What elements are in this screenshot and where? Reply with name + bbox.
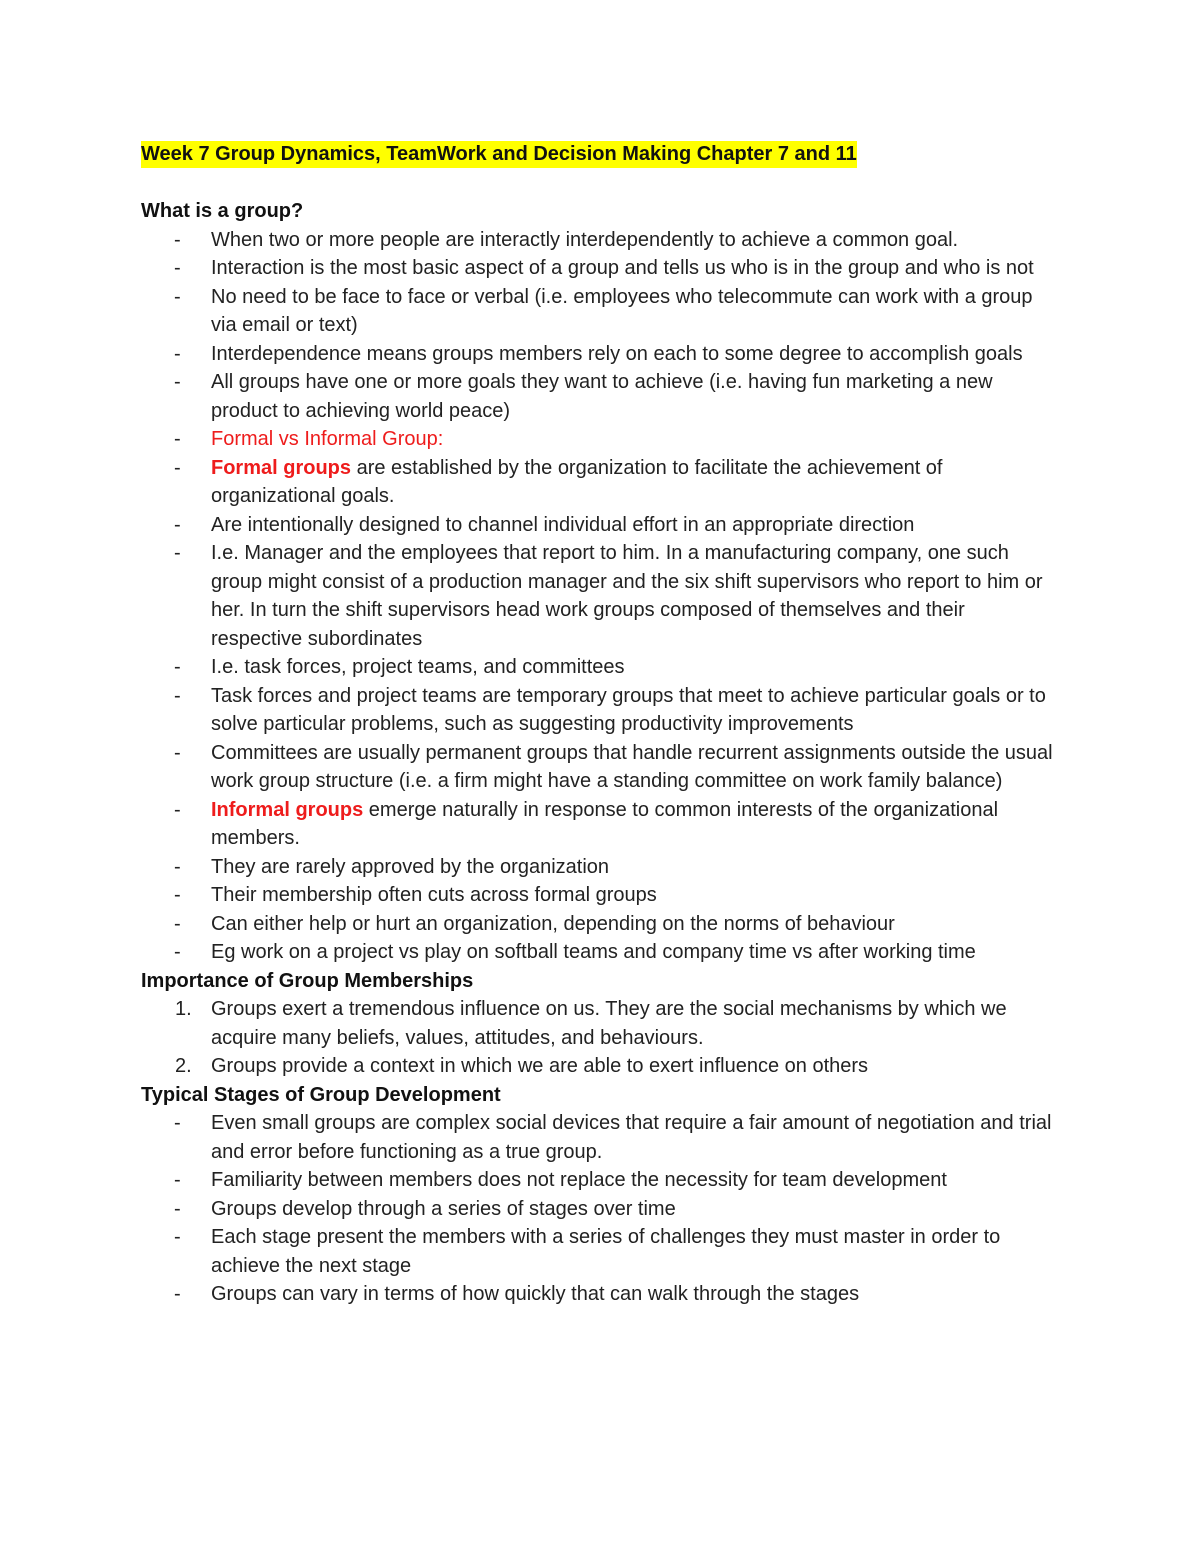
term-formal-groups: Formal groups [211, 456, 352, 479]
subheading-formal-vs-informal: Formal vs Informal Group: [211, 428, 444, 450]
dash-marker: - [174, 1112, 181, 1134]
dash-marker: - [174, 342, 181, 365]
section-heading: Typical Stages of Group Development [141, 1083, 501, 1106]
dash-marker: - [174, 656, 181, 678]
list-item: - Even small groups are complex social devices that require a fair amount of negotiation and trial and error before functioning as a true group. [141, 1109, 1056, 1166]
number-marker: 1. [175, 998, 192, 1020]
dash-marker: - [174, 371, 181, 393]
dash-marker: - [174, 513, 181, 536]
list-item: - Interdependence means groups members rely on each to some degree to accomplish goals [141, 340, 1056, 369]
dash-marker: - [174, 912, 181, 935]
dash-marker: - [174, 257, 181, 279]
numbered-list [141, 995, 1100, 1081]
list-item: - Task forces and project teams are temporary groups that meet to achieve particular goals or to solve particular problems, such as suggesting productivity improvements [141, 682, 1056, 739]
dash-marker: - [174, 1197, 181, 1220]
section-heading: What is a group? [141, 200, 304, 222]
section-heading: Importance of Group Memberships [141, 969, 474, 992]
section-what-is-a-group [141, 197, 1100, 967]
list-item: - Eg work on a project vs play on softball teams and company time vs after working time [141, 938, 1056, 967]
list-item: - Their membership often cuts across formal groups [141, 881, 1056, 910]
list-item: - Groups can vary in terms of how quickly that can walk through the stages [141, 1280, 1056, 1309]
list-item: - Groups develop through a series of stages over time [141, 1195, 1056, 1224]
dash-marker: - [174, 1169, 181, 1191]
dash-marker: - [174, 855, 181, 878]
list-item: - Informal groups emerge naturally in response to common interests of the organizational members. [141, 796, 1056, 853]
dash-marker: - [174, 684, 181, 707]
list-item: - Are intentionally designed to channel individual effort in an appropriate direction [141, 511, 1056, 540]
list-item: - Committees are usually permanent groups that handle recurrent assignments outside the usual work group structure (i.e. a firm might have a standing committee on work family balance) [141, 739, 1056, 796]
section-typical-stages [141, 1081, 1100, 1309]
bullet-list [141, 226, 1100, 967]
section-importance-of-group-memberships [141, 967, 1100, 1081]
dash-marker: - [174, 798, 181, 821]
list-item: - Formal groups are established by the organization to facilitate the achievement of organizational goals. [141, 454, 1056, 511]
dash-marker: - [174, 542, 181, 564]
bullet-list [141, 1109, 1100, 1309]
list-item: - Interaction is the most basic aspect of a group and tells us who is in the group and who is not [141, 254, 1056, 283]
list-item: 2. Groups provide a context in which we are able to exert influence on others [141, 1052, 1056, 1081]
list-item: - Can either help or hurt an organization, depending on the norms of behaviour [141, 910, 1056, 939]
dash-marker: - [174, 1226, 181, 1248]
dash-marker: - [174, 884, 181, 906]
list-item: - I.e. task forces, project teams, and committees [141, 653, 1056, 682]
list-item: - I.e. Manager and the employees that report to him. In a manufacturing company, one such group might consist of a production manager and the six shift supervisors who report to him or her. In turn the shift supervisors head work groups composed of themselves and their respective subordinates [141, 539, 1056, 653]
dash-marker: - [174, 456, 181, 479]
dash-marker: - [174, 228, 181, 251]
dash-marker: - [174, 285, 181, 308]
list-item: - No need to be face to face or verbal (i.e. employees who telecommute can work with a group via email or text) [141, 283, 1056, 340]
number-marker: 2. [175, 1055, 192, 1077]
dash-marker: - [174, 941, 181, 963]
list-item [141, 425, 1056, 454]
dash-marker: - [174, 1283, 181, 1305]
list-item: - Each stage present the members with a series of challenges they must master in order to achieve the next stage [141, 1223, 1056, 1280]
term-informal-groups: Informal groups [211, 798, 364, 821]
list-item: - All groups have one or more goals they want to achieve (i.e. having fun marketing a new product to achieving world peace) [141, 368, 1056, 425]
document-title: Week 7 Group Dynamics, TeamWork and Decision Making Chapter 7 and 11 [141, 141, 857, 168]
dash-marker: - [174, 428, 181, 450]
list-item: - They are rarely approved by the organization [141, 853, 1056, 882]
dash-marker: - [174, 741, 181, 764]
list-item: - Familiarity between members does not replace the necessity for team development [141, 1166, 1056, 1195]
list-item: - When two or more people are interactly interdependently to achieve a common goal. [141, 226, 1056, 255]
list-item: 1. Groups exert a tremendous influence on us. They are the social mechanisms by which we acquire many beliefs, values, attitudes, and behaviours. [141, 995, 1056, 1052]
